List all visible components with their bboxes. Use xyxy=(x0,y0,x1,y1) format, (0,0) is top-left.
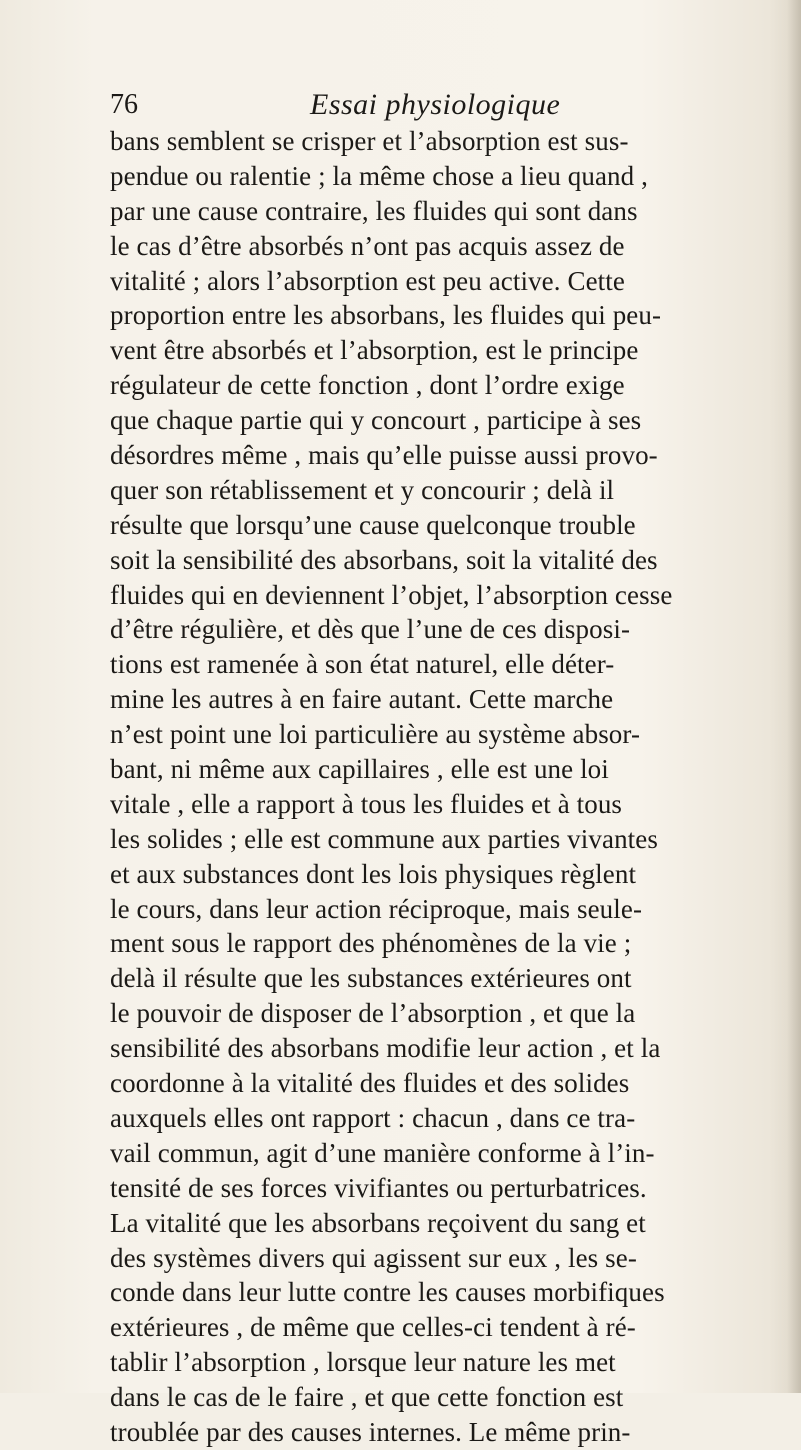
text-line: bant, ni même aux capillaires , elle est une loi xyxy=(110,754,609,785)
text-line: pendue ou ralentie ; la même chose a lieu quand , xyxy=(110,160,648,191)
text-line: conde dans leur lutte contre les causes morbifiques xyxy=(110,1277,665,1308)
page-header xyxy=(110,88,710,122)
text-line: tions est ramenée à son état naturel, elle déter- xyxy=(110,649,615,680)
text-line: coordonne à la vitalité des fluides et des solides xyxy=(110,1068,630,1099)
text-line: vitale , elle a rapport à tous les fluides et à tous xyxy=(110,788,623,819)
text-line: vail commun, agit d’une manière conforme à l’in- xyxy=(110,1137,655,1168)
text-line: désordres même , mais qu’elle puisse aussi provo- xyxy=(110,440,658,471)
text-line: les solides ; elle est commune aux parties vivantes xyxy=(110,823,658,854)
text-line: par une cause contraire, les fluides qui sont dans xyxy=(110,195,638,226)
text-line: tensité de ses forces vivifiantes ou perturbatrices. xyxy=(110,1172,647,1203)
text-line: quer son rétablissement et y concourir ; delà il xyxy=(110,474,615,505)
text-line: résulte que lorsqu’une cause quelconque trouble xyxy=(110,509,636,540)
text-line: le cas d’être absorbés n’ont pas acquis assez de xyxy=(110,230,625,261)
text-line: des systèmes divers qui agissent sur eux , les se- xyxy=(110,1242,637,1273)
text-line: le cours, dans leur action réciproque, mais seule- xyxy=(110,893,643,924)
text-line: ment sous le rapport des phénomènes de la vie ; xyxy=(110,928,632,959)
text-line: troublée par des causes internes. Le même prin- xyxy=(110,1416,631,1447)
text-line: proportion entre les absorbans, les fluides qui peu- xyxy=(110,300,662,331)
text-line: régulateur de cette fonction , dont l’ordre exige xyxy=(110,370,625,401)
text-line: tablir l’absorption , lorsque leur nature les met xyxy=(110,1347,616,1378)
text-line: auxquels elles ont rapport : chacun , dans ce tra- xyxy=(110,1102,636,1133)
text-line: fluides qui en deviennent l’objet, l’absorption cesse xyxy=(110,579,673,610)
text-line: d’être régulière, et dès que l’une de ces disposi- xyxy=(110,614,631,645)
text-line: bans semblent se crisper et l’absorption est sus- xyxy=(110,126,629,156)
text-line: extérieures , de même que celles-ci tendent à ré- xyxy=(110,1312,636,1343)
text-line: et aux substances dont les lois physiques règlent xyxy=(110,858,637,889)
text-line: dans le cas de le faire , et que cette fonction est xyxy=(110,1382,624,1413)
page-number: 76 xyxy=(110,89,138,120)
text-line: soit la sensibilité des absorbans, soit la vitalité des xyxy=(110,544,658,575)
text-line: que chaque partie qui y concourt , participe à ses xyxy=(110,405,642,436)
text-line: le pouvoir de disposer de l’absorption , et que la xyxy=(110,998,636,1029)
text-line: vitalité ; alors l’absorption est peu active. Cette xyxy=(110,265,625,296)
text-line: n’est point une loi particulière au système absor- xyxy=(110,719,641,750)
body-text xyxy=(110,124,790,1450)
running-title: Essai physiologique xyxy=(310,88,561,121)
text-line: sensibilité des absorbans modifie leur action , et la xyxy=(110,1033,661,1064)
text-line: mine les autres à en faire autant. Cette marche xyxy=(110,684,614,715)
text-line: La vitalité que les absorbans reçoivent du sang et xyxy=(110,1207,646,1238)
text-line: delà il résulte que les substances extérieures ont xyxy=(110,963,632,994)
text-line: vent être absorbés et l’absorption, est le principe xyxy=(110,335,639,366)
